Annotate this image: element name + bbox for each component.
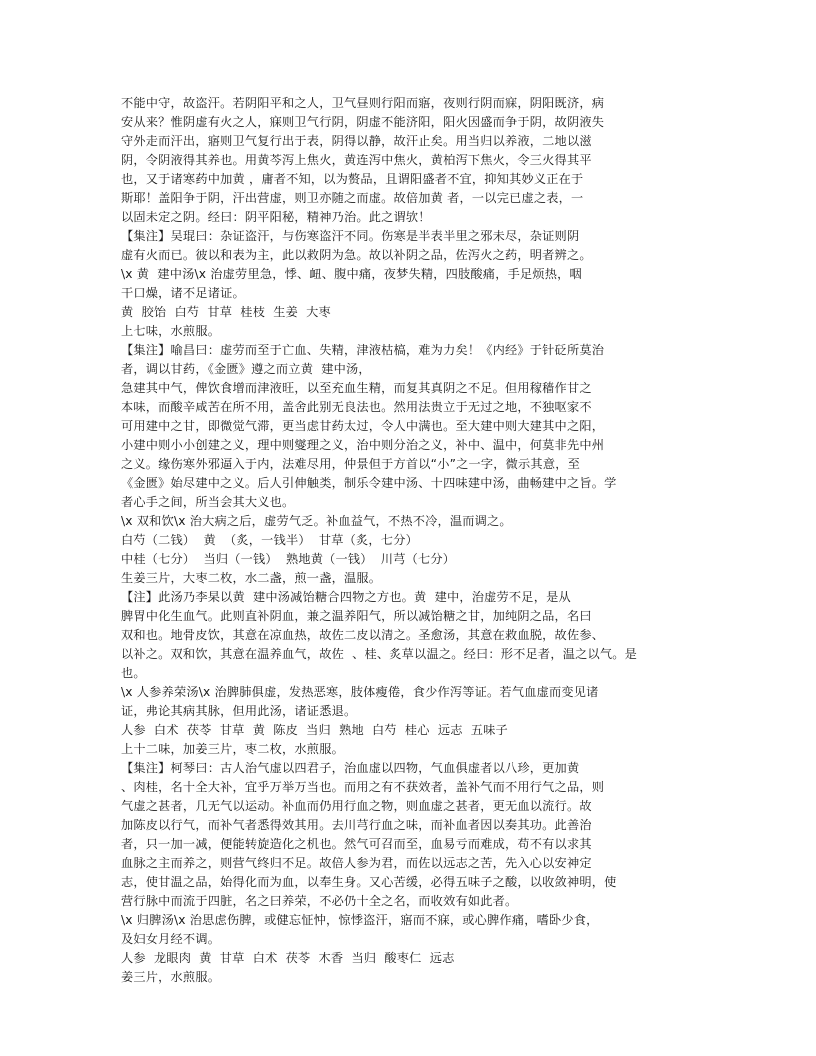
text-line: 白芍（二钱） 黄 （炙，一钱半） 甘草（炙，七分） [121,533,418,547]
text-line: \x 黄 建中汤\x 治虚劳里急，悸、衄、腹中痛，夜梦失精，四肢酸痛，手足烦热，咽 [121,267,582,281]
text-line: 守外走而汗出，寤则卫气复行出于表，阴得以静，故汗止矣。用当归以养液，二地以滋 [121,134,592,148]
text-line: 【集注】柯琴曰：古人治气虚以四君子，治血虚以四物，气血俱虚者以八珍，更加黄 [121,761,580,775]
text-line: 营行脉中而流于四脏，名之曰养荣，不必仍十全之名，而收效有如此者。 [121,894,518,908]
text-line: 【集注】喻昌曰：虚劳而至于亡血、失精，津液枯槁，难为力矣！《内经》于针砭所莫治 [121,343,605,357]
text-line: 者心手之间，所当会其大义也。 [121,495,295,509]
text-line: 可用建中之甘，即微觉气滞，更当虑甘药太过，令人中满也。至大建中则大建其中之阳， [121,419,605,433]
text-line: 人参 龙眼肉 黄 甘草 白术 茯苓 木香 当归 酸枣仁 远志 [121,951,455,965]
text-line: 《金匮》始尽建中之义。后人引伸触类，制乐令建中汤、十四味建中汤，曲畅建中之旨。学 [121,476,617,490]
text-line: 安从来？惟阴虚有火之人，寐则卫气行阴，阴虚不能济阳，阳火因盛而争于阴，故阴液失 [121,115,605,129]
text-line: 者，只一加一减，便能转旋造化之机也。然气可召而至，血易亏而难成，苟不有以求其 [121,837,592,851]
text-line: 加陈皮以行气，而补气者悉得效其用。去川芎行血之味，而补血者因以奏其功。此善治 [121,818,592,832]
text-line: 急建其中气，俾饮食增而津液旺，以至充血生精，而复其真阴之不足。但用稼穑作甘之 [121,381,592,395]
text-line: 以补之。双和饮，其意在温养血气，故佐 、桂、炙草以温之。经曰：形不足者，温之以气。是 [121,647,638,661]
text-line: \x 归脾汤\x 治思虑伤脾，或健忘怔忡，惊悸盗汗，寤而不寐，或心脾作痛，嗜卧少食， [121,913,599,927]
text-line: 本味，而酸辛咸苦在所不用，盖舍此别无良法也。然用法贵立于无过之地，不独呕家不 [121,400,592,414]
text-line: \x 双和饮\x 治大病之后，虚劳气乏。补血益气，不热不冷，温而调之。 [121,514,512,528]
text-line: 小建中则小小创建之义，理中则燮理之义，治中则分治之义，补中、温中，何莫非先中州 [121,438,605,452]
text-line: \x 人参养荣汤\x 治脾肺俱虚，发热恶寒，肢体瘦倦，食少作泻等证。若气血虚而变见诸 [121,685,599,699]
text-line: 血脉之主而养之，则营气终归不足。故倍人参为君，而佐以远志之苦，先入心以安神定 [121,856,592,870]
text-line: 及妇女月经不调。 [121,932,221,946]
text-line: 、肉桂，名十全大补，宜乎万举万当也。而用之有不获效者，盖补气而不用行气之品，则 [121,780,605,794]
text-line: 生姜三片，大枣二枚，水二盏，煎一盏，温服。 [121,571,382,585]
text-line: 阴，令阴液得其养也。用黄芩泻上焦火，黄连泻中焦火，黄柏泻下焦火，令三火得其平 [121,153,592,167]
text-line: 【注】此汤乃李杲以黄 建中汤减饴糖合四物之方也。黄 建中，治虚劳不足，是从 [121,590,571,604]
text-line: 脾胃中化生血气。此则直补阴血，兼之温养阳气，所以减饴糖之甘，加纯阴之品，名曰 [121,609,592,623]
text-line: 双和也。地骨皮饮，其意在凉血热，故佐二皮以清之。圣愈汤，其意在救血脱，故佐参、 [121,628,605,642]
text-line: 以固未定之阴。经曰：阴平阳秘，精神乃治。此之谓欤！ [121,210,431,224]
text-line: 证，弗论其病其脉，但用此汤，诸证悉退。 [121,704,357,718]
text-line: 气虚之甚者，几无气以运动。补血而仍用行血之物，则血虚之甚者，更无血以流行。故 [121,799,592,813]
text-line: 中桂（七分） 当归（一钱） 熟地黄（一钱） 川芎（七分） [121,552,456,566]
text-line: 不能中守，故盗汗。若阴阳平和之人，卫气昼则行阳而寤，夜则行阴而寐，阴阳既济，病 [121,96,605,110]
text-line: 之义。缘伤寒外邪逼入于内，法难尽用，仲景但于方首以“小”之一字，微示其意，至 [121,457,580,471]
text-line: 人参 白术 茯苓 甘草 黄 陈皮 当归 熟地 白芍 桂心 远志 五味子 [121,723,508,737]
text-line: 干口燥，诸不足诸证。 [121,286,245,300]
text-line: 者，调以甘药，《金匮》遵之而立黄 建中汤， [121,362,371,376]
text-line: 黄 胶饴 白芍 甘草 桂枝 生姜 大枣 [121,305,331,319]
text-line: 也，又于诸寒药中加黄 ，庸者不知，以为赘品，且谓阳盛者不宜，抑知其妙义正在于 [121,172,584,186]
text-line: 也。 [121,666,146,680]
text-line: 姜三片，水煎服。 [121,970,221,984]
text-line: 斯耶！盖阳争于阴，汗出营虚，则卫亦随之而虚。故倍加黄 者，一以完已虚之表，一 [121,191,584,205]
text-line: 【集注】吴琨曰：杂证盗汗，与伤寒盗汗不同。伤寒是半表半里之邪未尽，杂证则阴 [121,229,580,243]
text-line: 上七味，水煎服。 [121,324,221,338]
text-line: 虚有火而已。彼以和表为主，此以救阴为急。故以补阴之品，佐泻火之药，明者辨之。 [121,248,592,262]
text-line: 上十二味，加姜三片，枣二枚，水煎服。 [121,742,344,756]
text-line: 志，使甘温之品，始得化而为血，以奉生身。又心苦缓，必得五味子之酸，以收敛神明，使 [121,875,617,889]
